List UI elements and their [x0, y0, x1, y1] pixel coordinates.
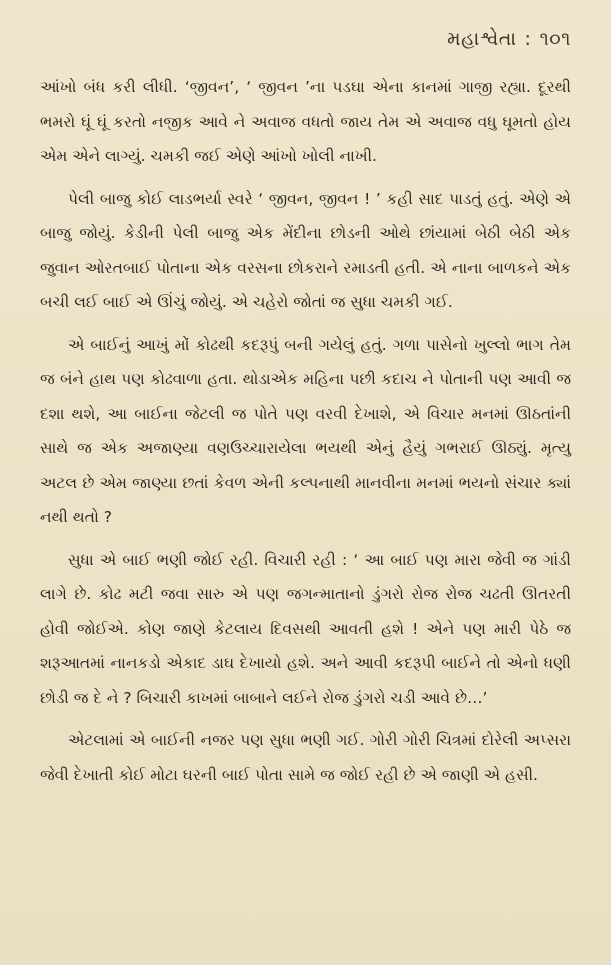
page-number: ૧૦૧ — [539, 28, 571, 50]
chapter-title: મહાશ્વેતા — [447, 28, 517, 50]
paragraph: એટલામાં એ બાઈની નજર પણ સુધા ભણી ગઈ. ગોરી ગોરી ચિત્રમાં દોરેલી અપ્સરા જેવી દેખાતી કોઈ મોટા ઘરની બાઈ પોતા સામે જ જોઈ રહી છે એ જાણી એ હસી. — [40, 731, 571, 784]
paragraph: એ બાઈનું આખું મોં કોઢથી કદરૂપું બની ગયેલું હતું. ગળા પાસેનો ખુલ્લો ભાગ તેમ જ બંને હાથ પણ કોઢવાળા હતા. થોડાએક મહિના પછી કદાચ ને પોતાની પણ આવી જ દશા થશે, આ બાઈના જેટલી જ પોતે પણ વરવી દેખાશે, એ વિચાર મનમાં ઊઠતાંની સાથે જ એક અજાણ્યા વણઉચ્ચારાયેલા ભયથી એનું હૈયું ગભરાઈ ઊઠ્યું. મૃત્યુ અટલ છે એમ જાણ્યા છતાં કેવળ એની કલ્પનાથી માનવીના મનમાં ભયનો સંચાર ક્યાં નથી થતો ? — [40, 335, 571, 526]
body-text — [40, 70, 571, 792]
running-header — [40, 26, 571, 52]
paragraph-continuation: આંખો બંધ કરી લીધી. ‘જીવન’, ‘ જીવન ’ના પડઘા એના કાનમાં ગાજી રહ્યા. દૂરથી ભમરો ઘૂં ઘૂં કરતો નજીક આવે ને અવાજ વધતો જાય તેમ એ અવાજ વધુ ઘૂમતો હોય એમ એને લાગ્યું. ચમકી જઈ એણે આંખો ખોલી નાખી. — [40, 78, 571, 165]
paragraph: પેલી બાજુ કોઈ લાડભર્યા સ્વરે ‘ જીવન, જીવન ! ’ કહી સાદ પાડતું હતું. એણે એ બાજુ જોયું. કેડીની પેલી બાજુ એક મેંદીના છોડની ઓથે છાંયામાં બેઠી બેઠી એક જુવાન ઓરતબાઈ પોતાના એક વરસના છોકરાને રમાડતી હતી. એ નાના બાળકને એક બચી લઈ બાઈ એ ઊંચું જોયું. એ ચહેરો જોતાં જ સુધા ચમકી ગઈ. — [40, 189, 571, 311]
paragraph: સુધા એ બાઈ ભણી જોઈ રહી. વિચારી રહી : ‘ આ બાઈ પણ મારા જેવી જ ગાંડી લાગે છે. કોઢ મટી જવા સારુ એ પણ જગન્માતાનો ડુંગરો રોજ રોજ ચઢતી ઊતરતી હોવી જોઈએ. કોણ જાણે કેટલાય દિવસથી આવતી હશે ! એને પણ મારી પેઠે જ શરૂઆતમાં નાનકડો એકાદ ડાઘ દેખાયો હશે. અને આવી કદરૂપી બાઈને તો એનો ધણી છોડી જ દે ને ? બિચારી કાખમાં બાબાને લઈને રોજ ડુંગરો ચડી આવે છે…’ — [40, 550, 571, 707]
header-separator: : — [524, 28, 532, 50]
